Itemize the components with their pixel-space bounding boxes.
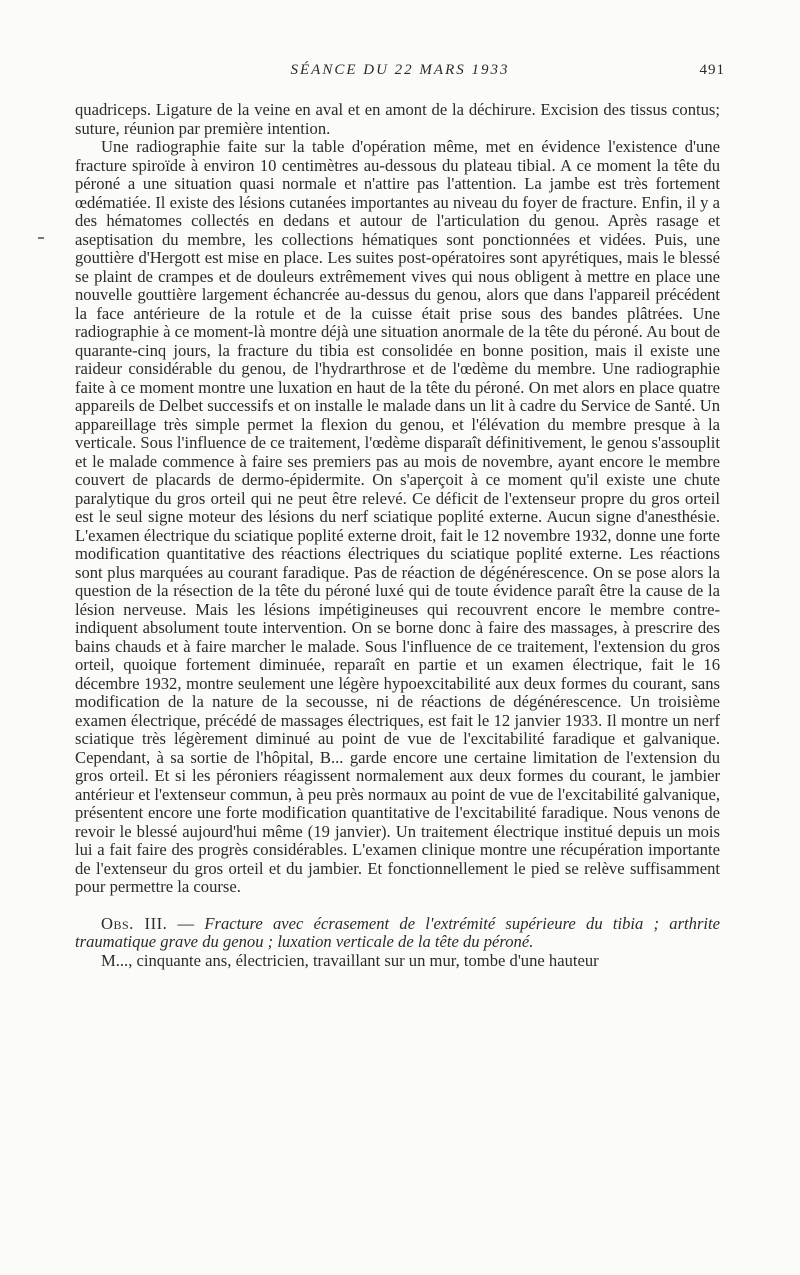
observation-label: Obs. III. [101, 913, 168, 933]
observation-heading [75, 915, 720, 952]
page-number: 491 [699, 62, 725, 78]
body-text [75, 101, 720, 970]
running-header [75, 62, 725, 86]
observation-dash: — [167, 913, 205, 933]
margin-mark [38, 237, 44, 239]
running-title: SÉANCE DU 22 MARS 1933 [290, 62, 510, 78]
paragraph-1: quadriceps. Ligature de la veine en aval et en amont de la déchirure. Excision des tissus contus; suture, réunion par première intention. [75, 100, 720, 138]
closing-line: M..., cinquante ans, électricien, travaillant sur un mur, tombe d'une hauteur [101, 950, 599, 970]
paragraph-2: Une radiographie faite sur la table d'opération même, met en évidence l'existence d'une fracture spiroïde à environ 10 centimètres au-dessous du plateau tibial. A ce moment la tête du péroné a une situation quasi normale et n'attire pas l'attention. La jambe est très fortement œdématiée. Il existe des lésions cutanées importantes au niveau du foyer de fracture. Enfin, il y a des hématomes collectés en dedans et autour de l'articulation du genou. Après rasage et aseptisation du membre, les collections hématiques sont ponctionnées et vidées. Puis, une gouttière d'Hergott est mise en place. Les suites post-opératoires sont apyrétiques, mais le blessé se plaint de crampes et de douleurs extrêmement vives qui nous obligent à mettre en place une nouvelle gouttière largement échancrée au-dessus du genou, alors que dans l'appareil précédent la face antérieure de la rotule et de la cuisse était prise sous des bandes plâtrées. Une radiographie à ce moment-là montre déjà une situation anormale de la tête du péroné. Au bout de quarante-cinq jours, la fracture du tibia est consolidée en bonne position, mais il existe une raideur considérable du genou, de l'hydrarthrose et de l'œdème du membre. Une radiographie faite à ce moment montre une luxation en haut de la tête du péroné. On met alors en place quatre appareils de Delbet successifs et on installe le malade dans un lit à cadre du Service de Santé. Un appareillage très simple permet la flexion du genou, et l'élévation du membre presque à la verticale. Sous l'influence de ce traitement, l'œdème disparaît définitivement, le genou s'assouplit et le malade commence à faire ses premiers pas au mois de novembre, ayant encore le membre couvert de placards de dermo-épidermite. On s'aperçoit à ce moment qu'il existe une chute paralytique du gros orteil qui ne peut être relevé. Ce déficit de l'extenseur propre du gros orteil est le seul signe moteur des lésions du nerf sciatique poplité externe. Aucun signe d'anesthésie. L'examen électrique du sciatique poplité externe droit, fait le 12 novembre 1932, donne une forte modification quantitative des réactions électriques du sciatique poplité externe. Les réactions sont plus marquées au courant faradique. Pas de réaction de dégénérescence. On se pose alors la question de la résection de la tête du péroné luxé qui de toute évidence paraît être la cause de la lésion nerveuse. Mais les lésions impétigineuses qui recouvrent encore le membre contre-indiquent absolument toute intervention. On se borne donc à faire des massages, à prescrire des bains chauds et à faire marcher le malade. Sous l'influence de ce traitement, l'extension du gros orteil, quoique fortement diminuée, reparaît en partie et un examen électrique, fait le 16 décembre 1932, montre seulement une légère hypoexcitabilité aux deux formes du courant, sans modification de la nature de la secousse, ni de réactions de dégénérescence. Un troisième examen électrique, précédé de massages électriques, est fait le 12 janvier 1933. Il montre un nerf sciatique très légèrement diminué au point de vue de l'excitabilité faradique et galvanique. Cependant, à sa sortie de l'hôpital, B... garde encore une certaine limitation de l'extension du gros orteil. Et si les péroniers réagissent normalement aux deux formes du courant, le jambier antérieur et l'extenseur commun, à peu près normaux au point de vue de l'excitabilité galvanique, présentent encore une forte modification quantitative de l'excitabilité faradique. Nous venons de revoir le blessé aujourd'hui même (19 janvier). Un traitement électrique institué depuis un mois lui a fait faire des progrès considérables. L'examen clinique montre une récupération importante de l'extenseur du gros orteil et du jambier. Et fonctionnellement le pied se relève suffisamment pour permettre la course. [75, 137, 720, 896]
observation-title: Fracture avec écrasement de l'extrémité supérieure du tibia ; arthrite traumatique grave du genou ; luxation verticale de la tête du péroné. [75, 913, 720, 951]
